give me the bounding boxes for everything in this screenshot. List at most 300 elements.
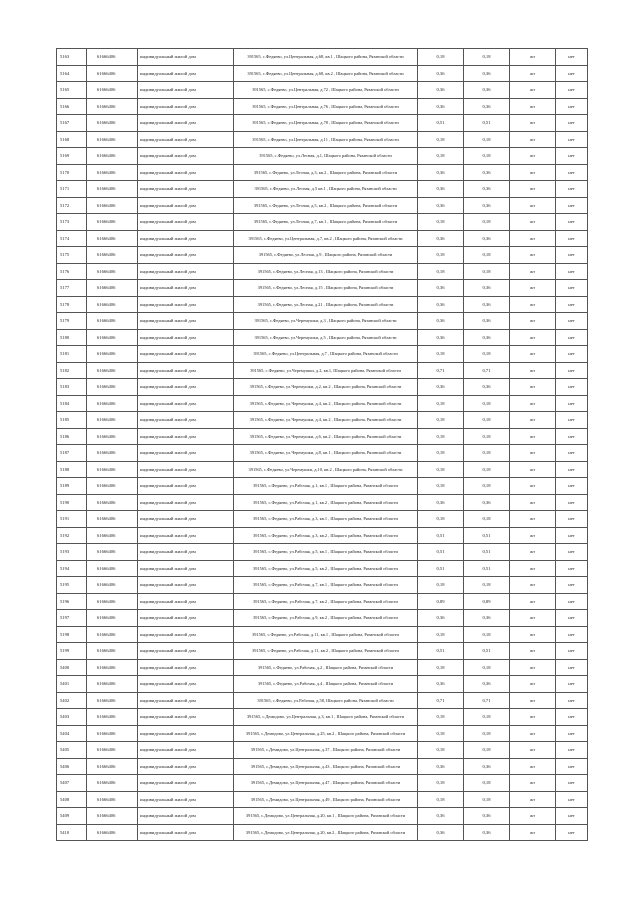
- flag-cell: нет: [556, 626, 588, 643]
- type-cell: жт: [510, 230, 556, 247]
- table-row: [57, 775, 588, 792]
- flag-cell: нет: [556, 362, 588, 379]
- flag-cell: нет: [556, 659, 588, 676]
- address-cell: 391565, с.Федяево, ул.Рабочая, д.9, кв.2 , Шацкого района, Рязанской области: [234, 610, 418, 627]
- object-type-cell: индивидуальный жилой дом: [138, 131, 234, 148]
- type-cell: жт: [510, 643, 556, 660]
- flag-cell: нет: [556, 230, 588, 247]
- area-cell: 0,18: [418, 214, 464, 231]
- flag-cell: нет: [556, 824, 588, 841]
- row-number-cell: 5174: [57, 230, 87, 247]
- row-number-cell: 5405: [57, 742, 87, 759]
- table-row: [57, 181, 588, 198]
- area-total-cell: 0,36: [464, 181, 510, 198]
- area-total-cell: 0,51: [464, 560, 510, 577]
- object-type-cell: индивидуальный жилой дом: [138, 626, 234, 643]
- object-type-cell: индивидуальный жилой дом: [138, 412, 234, 429]
- area-cell: 0,36: [418, 65, 464, 82]
- type-cell: жт: [510, 577, 556, 594]
- area-total-cell: 0,51: [464, 544, 510, 561]
- area-total-cell: 0,71: [464, 692, 510, 709]
- type-cell: жт: [510, 148, 556, 165]
- code-cell: 61666406: [87, 824, 138, 841]
- area-cell: 0,36: [418, 98, 464, 115]
- type-cell: жт: [510, 758, 556, 775]
- object-type-cell: индивидуальный жилой дом: [138, 346, 234, 363]
- area-total-cell: 0,36: [464, 230, 510, 247]
- row-number-cell: 5408: [57, 791, 87, 808]
- address-cell: 391565, с.Демидово, ул.Центральная, д.43 , Шацкого района, Рязанской области: [234, 758, 418, 775]
- table-row: [57, 593, 588, 610]
- type-cell: жт: [510, 329, 556, 346]
- area-total-cell: 0,36: [464, 808, 510, 825]
- row-number-cell: 5182: [57, 362, 87, 379]
- table-row: [57, 560, 588, 577]
- type-cell: жт: [510, 280, 556, 297]
- type-cell: жт: [510, 676, 556, 693]
- table-row: [57, 247, 588, 264]
- flag-cell: нет: [556, 412, 588, 429]
- flag-cell: нет: [556, 65, 588, 82]
- code-cell: 61666406: [87, 230, 138, 247]
- table-row: [57, 395, 588, 412]
- area-total-cell: 0,36: [464, 610, 510, 627]
- row-number-cell: 5181: [57, 346, 87, 363]
- flag-cell: нет: [556, 593, 588, 610]
- address-cell: 391565, с.Федяево, ул.Черемушки, д.8, кв.1 , Шацкого района, Рязанской области: [234, 445, 418, 462]
- address-cell: 391565, с.Федяево, ул.Центральная, д.72 , Шацкого района, Рязанской области: [234, 82, 418, 99]
- area-cell: 0,36: [418, 197, 464, 214]
- area-total-cell: 0,18: [464, 577, 510, 594]
- address-cell: 391565, с.Федяево, ул.Центральная, д.11 , Шацкого района, Рязанской области: [234, 131, 418, 148]
- object-type-cell: индивидуальный жилой дом: [138, 181, 234, 198]
- area-cell: 0,36: [418, 379, 464, 396]
- table-row: [57, 511, 588, 528]
- address-cell: 391565, с.Демидово, ул.Центральная, д.47 , Шацкого района, Рязанской области: [234, 775, 418, 792]
- table-row: [57, 577, 588, 594]
- flag-cell: нет: [556, 791, 588, 808]
- object-type-cell: индивидуальный жилой дом: [138, 247, 234, 264]
- table-row: [57, 115, 588, 132]
- row-number-cell: 5168: [57, 131, 87, 148]
- area-cell: 0,18: [418, 346, 464, 363]
- flag-cell: нет: [556, 527, 588, 544]
- type-cell: жт: [510, 181, 556, 198]
- area-cell: 0,51: [418, 560, 464, 577]
- row-number-cell: 5170: [57, 164, 87, 181]
- table-row: [57, 709, 588, 726]
- flag-cell: нет: [556, 148, 588, 165]
- area-cell: 0,18: [418, 478, 464, 495]
- type-cell: жт: [510, 395, 556, 412]
- address-cell: 391565, с.Федяево, ул.Центральная, д.68, кв.2 , Шацкого района, Рязанской области: [234, 65, 418, 82]
- code-cell: 61666406: [87, 692, 138, 709]
- area-total-cell: 0,36: [464, 494, 510, 511]
- code-cell: 61666406: [87, 758, 138, 775]
- table-row: [57, 692, 588, 709]
- code-cell: 61666406: [87, 428, 138, 445]
- object-type-cell: индивидуальный жилой дом: [138, 643, 234, 660]
- area-cell: 0,18: [418, 263, 464, 280]
- row-number-cell: 5409: [57, 808, 87, 825]
- address-cell: 391565, с.Федяево, ул.Рабочая, д.1, кв.2 , Шацкого района, Рязанской области: [234, 494, 418, 511]
- row-number-cell: 5401: [57, 676, 87, 693]
- area-total-cell: 0,71: [464, 362, 510, 379]
- row-number-cell: 5180: [57, 329, 87, 346]
- type-cell: жт: [510, 428, 556, 445]
- address-cell: 391565, с.Федяево, ул.Лесная, д.3, кв.2 , Шацкого района, Рязанской области: [234, 164, 418, 181]
- area-total-cell: 0,18: [464, 412, 510, 429]
- flag-cell: нет: [556, 329, 588, 346]
- type-cell: жт: [510, 478, 556, 495]
- housing-table: [56, 48, 588, 841]
- row-number-cell: 5190: [57, 494, 87, 511]
- table-row: [57, 346, 588, 363]
- code-cell: 61666406: [87, 329, 138, 346]
- flag-cell: нет: [556, 131, 588, 148]
- area-cell: 0,18: [418, 626, 464, 643]
- table-row: [57, 478, 588, 495]
- area-cell: 0,51: [418, 643, 464, 660]
- flag-cell: нет: [556, 709, 588, 726]
- table-row: [57, 148, 588, 165]
- object-type-cell: индивидуальный жилой дом: [138, 577, 234, 594]
- row-number-cell: 5163: [57, 49, 87, 66]
- flag-cell: нет: [556, 247, 588, 264]
- row-number-cell: 5407: [57, 775, 87, 792]
- object-type-cell: индивидуальный жилой дом: [138, 494, 234, 511]
- row-number-cell: 5188: [57, 461, 87, 478]
- code-cell: 61666406: [87, 461, 138, 478]
- row-number-cell: 5194: [57, 560, 87, 577]
- table-row: [57, 428, 588, 445]
- area-total-cell: 0,18: [464, 709, 510, 726]
- row-number-cell: 5167: [57, 115, 87, 132]
- type-cell: жт: [510, 197, 556, 214]
- type-cell: жт: [510, 593, 556, 610]
- type-cell: жт: [510, 791, 556, 808]
- area-cell: 0,18: [418, 247, 464, 264]
- area-cell: 0,36: [418, 164, 464, 181]
- object-type-cell: индивидуальный жилой дом: [138, 692, 234, 709]
- code-cell: 61666406: [87, 164, 138, 181]
- object-type-cell: индивидуальный жилой дом: [138, 296, 234, 313]
- area-total-cell: 0,36: [464, 329, 510, 346]
- area-cell: 0,36: [418, 824, 464, 841]
- table-row: [57, 214, 588, 231]
- area-cell: 0,18: [418, 709, 464, 726]
- row-number-cell: 5402: [57, 692, 87, 709]
- row-number-cell: 5183: [57, 379, 87, 396]
- flag-cell: нет: [556, 181, 588, 198]
- table-row: [57, 445, 588, 462]
- area-cell: 0,71: [418, 362, 464, 379]
- type-cell: жт: [510, 49, 556, 66]
- flag-cell: нет: [556, 115, 588, 132]
- flag-cell: нет: [556, 478, 588, 495]
- flag-cell: нет: [556, 676, 588, 693]
- row-number-cell: 5179: [57, 313, 87, 330]
- code-cell: 61666406: [87, 280, 138, 297]
- flag-cell: нет: [556, 346, 588, 363]
- address-cell: 391565, с.Демидово, ул.Центральная, д.49 , Шацкого района, Рязанской области: [234, 791, 418, 808]
- area-total-cell: 0,36: [464, 296, 510, 313]
- row-number-cell: 5198: [57, 626, 87, 643]
- address-cell: 391565, с.Федяево, ул.Черемушки, д.4, кв.2 , Шацкого района, Рязанской области: [234, 395, 418, 412]
- row-number-cell: 5165: [57, 82, 87, 99]
- address-cell: 391565, с.Федяево, ул.Рабочая, д.3, кв.1 , Шацкого района, Рязанской области: [234, 511, 418, 528]
- area-cell: 0,36: [418, 280, 464, 297]
- flag-cell: нет: [556, 313, 588, 330]
- table-row: [57, 791, 588, 808]
- type-cell: жт: [510, 461, 556, 478]
- code-cell: 61666406: [87, 511, 138, 528]
- row-number-cell: 5172: [57, 197, 87, 214]
- area-total-cell: 0,18: [464, 478, 510, 495]
- type-cell: жт: [510, 544, 556, 561]
- flag-cell: нет: [556, 725, 588, 742]
- table-row: [57, 610, 588, 627]
- type-cell: жт: [510, 808, 556, 825]
- type-cell: жт: [510, 412, 556, 429]
- address-cell: 391565, с.Федяево, ул.Лесная, д.21 , Шацкого района, Рязанской области: [234, 296, 418, 313]
- area-cell: 0,18: [418, 131, 464, 148]
- area-total-cell: 0,51: [464, 527, 510, 544]
- table-row: [57, 362, 588, 379]
- code-cell: 61666406: [87, 412, 138, 429]
- type-cell: жт: [510, 527, 556, 544]
- address-cell: 391565, с.Федяево, ул.Черемушки, д.6, кв.2 , Шацкого района, Рязанской области: [234, 428, 418, 445]
- address-cell: 391565, с.Федяево, ул.Лесная, д.1, Шацкого района, Рязанской области: [234, 148, 418, 165]
- object-type-cell: индивидуальный жилой дом: [138, 758, 234, 775]
- area-cell: 0,18: [418, 791, 464, 808]
- area-total-cell: 0,18: [464, 263, 510, 280]
- area-total-cell: 0,18: [464, 428, 510, 445]
- address-cell: 391565, с.Демидово, ул.Центральная, д.3, кв.1 , Шацкого района, Рязанской области: [234, 709, 418, 726]
- area-total-cell: 0,18: [464, 659, 510, 676]
- area-total-cell: 0,51: [464, 643, 510, 660]
- area-total-cell: 0,18: [464, 742, 510, 759]
- address-cell: 391565, с.Федяево, ул.Рабочая, д.11, кв.2 , Шацкого района, Рязанской области: [234, 643, 418, 660]
- area-total-cell: 0,36: [464, 82, 510, 99]
- area-cell: 0,36: [418, 313, 464, 330]
- row-number-cell: 5164: [57, 65, 87, 82]
- address-cell: 391565, с.Федяево, ул.Черемушки, д.3 , Шацкого района, Рязанской области: [234, 313, 418, 330]
- area-cell: 0,36: [418, 808, 464, 825]
- area-total-cell: 0,18: [464, 775, 510, 792]
- type-cell: жт: [510, 379, 556, 396]
- object-type-cell: индивидуальный жилой дом: [138, 445, 234, 462]
- area-cell: 0,51: [418, 115, 464, 132]
- object-type-cell: индивидуальный жилой дом: [138, 791, 234, 808]
- area-total-cell: 0,18: [464, 214, 510, 231]
- object-type-cell: индивидуальный жилой дом: [138, 49, 234, 66]
- flag-cell: нет: [556, 577, 588, 594]
- type-cell: жт: [510, 98, 556, 115]
- flag-cell: нет: [556, 395, 588, 412]
- address-cell: 391565, с.Федяево, ул.Черемушки, д.5 , Шацкого района, Рязанской области: [234, 329, 418, 346]
- table-row: [57, 329, 588, 346]
- area-total-cell: 0,36: [464, 280, 510, 297]
- table-row: [57, 263, 588, 280]
- object-type-cell: индивидуальный жилой дом: [138, 115, 234, 132]
- flag-cell: нет: [556, 445, 588, 462]
- address-cell: 391565, с.Федяево, ул.Лесная, д.13 , Шацкого района, Рязанской области: [234, 263, 418, 280]
- code-cell: 61666406: [87, 610, 138, 627]
- address-cell: 391565, с.Федяево, ул.Лесная, д.7, кв.1 , Шацкого района, Рязанской области: [234, 214, 418, 231]
- document-page: [56, 48, 587, 841]
- code-cell: 61666406: [87, 659, 138, 676]
- object-type-cell: индивидуальный жилой дом: [138, 214, 234, 231]
- area-cell: 0,36: [418, 82, 464, 99]
- flag-cell: нет: [556, 494, 588, 511]
- area-total-cell: 0,36: [464, 197, 510, 214]
- area-cell: 0,18: [418, 577, 464, 594]
- code-cell: 61666406: [87, 560, 138, 577]
- code-cell: 61666406: [87, 494, 138, 511]
- code-cell: 61666406: [87, 115, 138, 132]
- code-cell: 61666406: [87, 445, 138, 462]
- code-cell: 61666406: [87, 65, 138, 82]
- table-row: [57, 379, 588, 396]
- address-cell: 391565, с.Федяево, ул.Рабочая, д.58, Шацкого района, Рязанской области: [234, 692, 418, 709]
- table-row: [57, 824, 588, 841]
- code-cell: 61666406: [87, 742, 138, 759]
- flag-cell: нет: [556, 610, 588, 627]
- flag-cell: нет: [556, 775, 588, 792]
- type-cell: жт: [510, 313, 556, 330]
- object-type-cell: индивидуальный жилой дом: [138, 329, 234, 346]
- table-row: [57, 725, 588, 742]
- object-type-cell: индивидуальный жилой дом: [138, 164, 234, 181]
- area-cell: 0,36: [418, 181, 464, 198]
- object-type-cell: индивидуальный жилой дом: [138, 98, 234, 115]
- area-total-cell: 0,18: [464, 445, 510, 462]
- row-number-cell: 5196: [57, 593, 87, 610]
- address-cell: 391565, с.Федяево, ул.Центральная, д.78 , Шацкого района, Рязанской области: [234, 115, 418, 132]
- area-cell: 0,18: [418, 461, 464, 478]
- area-total-cell: 0,18: [464, 346, 510, 363]
- row-number-cell: 5193: [57, 544, 87, 561]
- code-cell: 61666406: [87, 362, 138, 379]
- row-number-cell: 5169: [57, 148, 87, 165]
- row-number-cell: 5173: [57, 214, 87, 231]
- table-row: [57, 197, 588, 214]
- row-number-cell: 5185: [57, 412, 87, 429]
- table-row: [57, 313, 588, 330]
- area-cell: 0,36: [418, 230, 464, 247]
- row-number-cell: 5192: [57, 527, 87, 544]
- code-cell: 61666406: [87, 478, 138, 495]
- code-cell: 61666406: [87, 395, 138, 412]
- area-cell: 0,18: [418, 511, 464, 528]
- flag-cell: нет: [556, 461, 588, 478]
- row-number-cell: 5400: [57, 659, 87, 676]
- flag-cell: нет: [556, 49, 588, 66]
- address-cell: 391565, с.Федяево, ул.Черемушки, д.2, кв.2 , Шацкого района, Рязанской области: [234, 379, 418, 396]
- flag-cell: нет: [556, 758, 588, 775]
- area-total-cell: 0,36: [464, 758, 510, 775]
- area-total-cell: 0,18: [464, 131, 510, 148]
- area-total-cell: 0,51: [464, 115, 510, 132]
- address-cell: 391565, с.Федяево, ул.Лесная, д.15 , Шацкого района, Рязанской области: [234, 280, 418, 297]
- flag-cell: нет: [556, 98, 588, 115]
- row-number-cell: 5406: [57, 758, 87, 775]
- area-total-cell: 0,89: [464, 593, 510, 610]
- type-cell: жт: [510, 445, 556, 462]
- address-cell: 391565, с.Федяево, ул.Лесная, д.5 кв.1 , Шацкого района, Рязанской области: [234, 181, 418, 198]
- area-cell: 0,18: [418, 412, 464, 429]
- address-cell: 391565, с.Федяево, ул.Рабочая, д.7, кв.2 , Шацкого района, Рязанской области: [234, 593, 418, 610]
- area-total-cell: 0,18: [464, 725, 510, 742]
- type-cell: жт: [510, 164, 556, 181]
- type-cell: жт: [510, 659, 556, 676]
- table-row: [57, 412, 588, 429]
- type-cell: жт: [510, 362, 556, 379]
- row-number-cell: 5195: [57, 577, 87, 594]
- code-cell: 61666406: [87, 676, 138, 693]
- object-type-cell: индивидуальный жилой дом: [138, 65, 234, 82]
- table-row: [57, 527, 588, 544]
- area-total-cell: 0,36: [464, 824, 510, 841]
- flag-cell: нет: [556, 379, 588, 396]
- row-number-cell: 5175: [57, 247, 87, 264]
- type-cell: жт: [510, 742, 556, 759]
- type-cell: жт: [510, 296, 556, 313]
- object-type-cell: индивидуальный жилой дом: [138, 82, 234, 99]
- row-number-cell: 5184: [57, 395, 87, 412]
- object-type-cell: индивидуальный жилой дом: [138, 544, 234, 561]
- table-row: [57, 659, 588, 676]
- table-row: [57, 82, 588, 99]
- area-cell: 0,36: [418, 296, 464, 313]
- table-row: [57, 131, 588, 148]
- code-cell: 61666406: [87, 247, 138, 264]
- type-cell: жт: [510, 511, 556, 528]
- area-cell: 0,36: [418, 758, 464, 775]
- flag-cell: нет: [556, 214, 588, 231]
- area-total-cell: 0,18: [464, 49, 510, 66]
- area-total-cell: 0,36: [464, 164, 510, 181]
- table-row: [57, 280, 588, 297]
- object-type-cell: индивидуальный жилой дом: [138, 197, 234, 214]
- type-cell: жт: [510, 115, 556, 132]
- area-cell: 0,36: [418, 329, 464, 346]
- type-cell: жт: [510, 824, 556, 841]
- type-cell: жт: [510, 709, 556, 726]
- object-type-cell: индивидуальный жилой дом: [138, 428, 234, 445]
- object-type-cell: индивидуальный жилой дом: [138, 511, 234, 528]
- code-cell: 61666406: [87, 82, 138, 99]
- code-cell: 61666406: [87, 197, 138, 214]
- table-row: [57, 758, 588, 775]
- address-cell: 391565, с.Федяево, ул.Центральная, д.76 , Шацкого района, Рязанской области: [234, 98, 418, 115]
- type-cell: жт: [510, 82, 556, 99]
- table-row: [57, 296, 588, 313]
- area-cell: 0,18: [418, 395, 464, 412]
- object-type-cell: индивидуальный жилой дом: [138, 742, 234, 759]
- code-cell: 61666406: [87, 626, 138, 643]
- area-total-cell: 0,36: [464, 379, 510, 396]
- type-cell: жт: [510, 775, 556, 792]
- flag-cell: нет: [556, 808, 588, 825]
- row-number-cell: 5178: [57, 296, 87, 313]
- area-total-cell: 0,36: [464, 676, 510, 693]
- area-total-cell: 0,36: [464, 313, 510, 330]
- row-number-cell: 5189: [57, 478, 87, 495]
- area-cell: 0,18: [418, 148, 464, 165]
- code-cell: 61666406: [87, 181, 138, 198]
